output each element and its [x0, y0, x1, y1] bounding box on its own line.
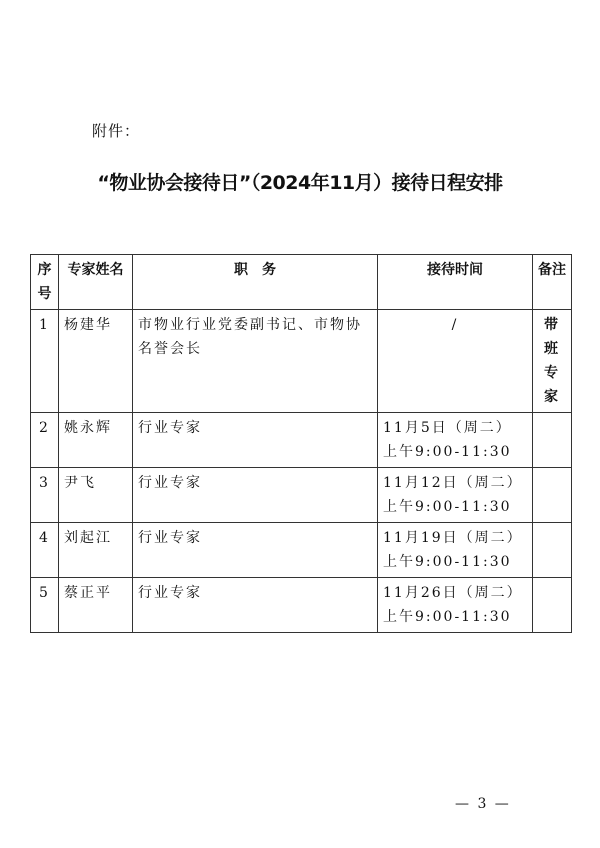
row-name: 姚永辉 [59, 413, 133, 468]
row-time: 11月5日（周二）上午9:00-11:30 [378, 413, 533, 468]
row-time: / [378, 310, 533, 413]
row-name: 杨建华 [59, 310, 133, 413]
document-title: “物业协会接待日”（2024年11月）接待日程安排 [97, 172, 503, 194]
row-note [533, 523, 572, 578]
row-no: 3 [31, 468, 59, 523]
row-no: 4 [31, 523, 59, 578]
table-row [31, 468, 572, 523]
row-note [533, 413, 572, 468]
table-row [31, 578, 572, 633]
table-row [31, 310, 572, 413]
header-note: 备注 [533, 255, 572, 310]
row-no: 5 [31, 578, 59, 633]
row-note [533, 468, 572, 523]
row-position: 行业专家 [133, 578, 378, 633]
header-time: 接待时间 [378, 255, 533, 310]
row-position: 市物业行业党委副书记、市物协名誉会长 [133, 310, 378, 413]
attachment-label: 附件： [92, 122, 141, 140]
row-time: 11月12日（周二）上午9:00-11:30 [378, 468, 533, 523]
header-position: 职 务 [133, 255, 378, 310]
row-name: 刘起江 [59, 523, 133, 578]
row-position: 行业专家 [133, 413, 378, 468]
row-no: 2 [31, 413, 59, 468]
row-name: 蔡正平 [59, 578, 133, 633]
table-row [31, 523, 572, 578]
header-no: 序号 [31, 255, 59, 310]
header-name: 专家姓名 [59, 255, 133, 310]
row-no: 1 [31, 310, 59, 413]
page-number: — 3 — [455, 796, 511, 812]
row-position: 行业专家 [133, 523, 378, 578]
row-time: 11月19日（周二）上午9:00-11:30 [378, 523, 533, 578]
row-note: 带班专家 [533, 310, 572, 413]
table-row [31, 413, 572, 468]
row-note [533, 578, 572, 633]
row-position: 行业专家 [133, 468, 378, 523]
table-header-row [31, 255, 572, 310]
row-name: 尹飞 [59, 468, 133, 523]
row-time: 11月26日（周二）上午9:00-11:30 [378, 578, 533, 633]
schedule-table [30, 254, 572, 633]
